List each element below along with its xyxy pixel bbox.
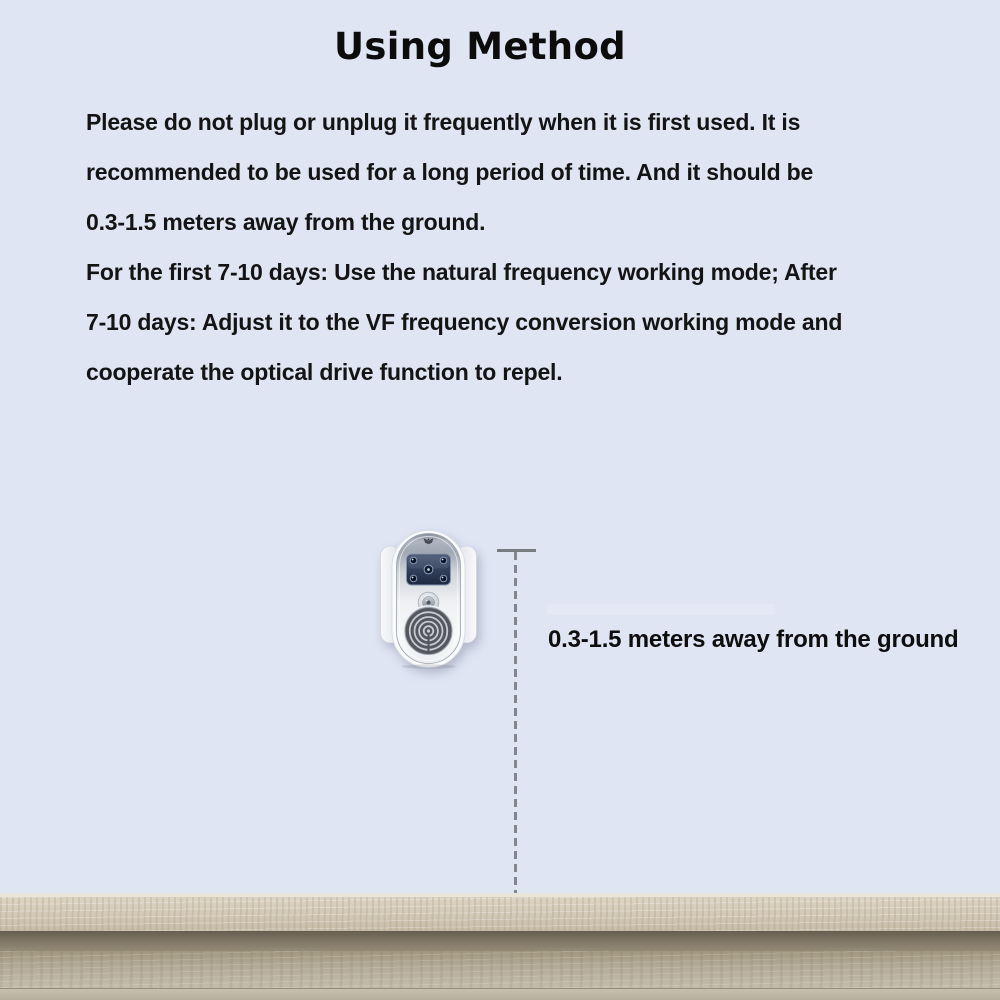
- wood-board-edge: [0, 897, 1000, 931]
- led-light-icon: [440, 575, 447, 582]
- height-annotation: 0.3-1.5 meters away from the ground: [548, 626, 959, 653]
- faint-erased-band: [547, 604, 775, 615]
- pest-repeller-illustration: [379, 530, 478, 669]
- instruction-line: cooperate the optical drive function to repel.: [86, 359, 563, 385]
- instruction-line: recommended to be used for a long period of time. And it should be: [86, 159, 814, 185]
- instruction-line: For the first 7-10 days: Use the natural frequency working mode; After: [86, 259, 837, 285]
- led-light-icon: [410, 557, 417, 564]
- led-light-icon: [410, 575, 417, 582]
- wood-surface: [0, 951, 1000, 988]
- instruction-line: 0.3-1.5 meters away from the ground.: [86, 209, 486, 235]
- led-light-icon: [440, 557, 447, 564]
- wood-floor: [0, 893, 1000, 1000]
- wood-bottom-strip: [0, 988, 1000, 1000]
- instructions-block: [86, 97, 946, 397]
- speaker-grille-icon: [404, 606, 454, 656]
- indicator-panel: [407, 554, 451, 585]
- instruction-line: 7-10 days: Adjust it to the VF frequency conversion working mode and: [86, 309, 843, 335]
- pest-repeller-device-image: [379, 530, 478, 669]
- sensor-icon: [424, 565, 433, 574]
- page-title: Using Method: [334, 25, 626, 68]
- wood-edge-shadow: [0, 931, 1000, 951]
- instruction-line: Please do not plug or unplug it frequently when it is first used. It is: [86, 109, 801, 135]
- measure-dashed-line: [514, 552, 517, 898]
